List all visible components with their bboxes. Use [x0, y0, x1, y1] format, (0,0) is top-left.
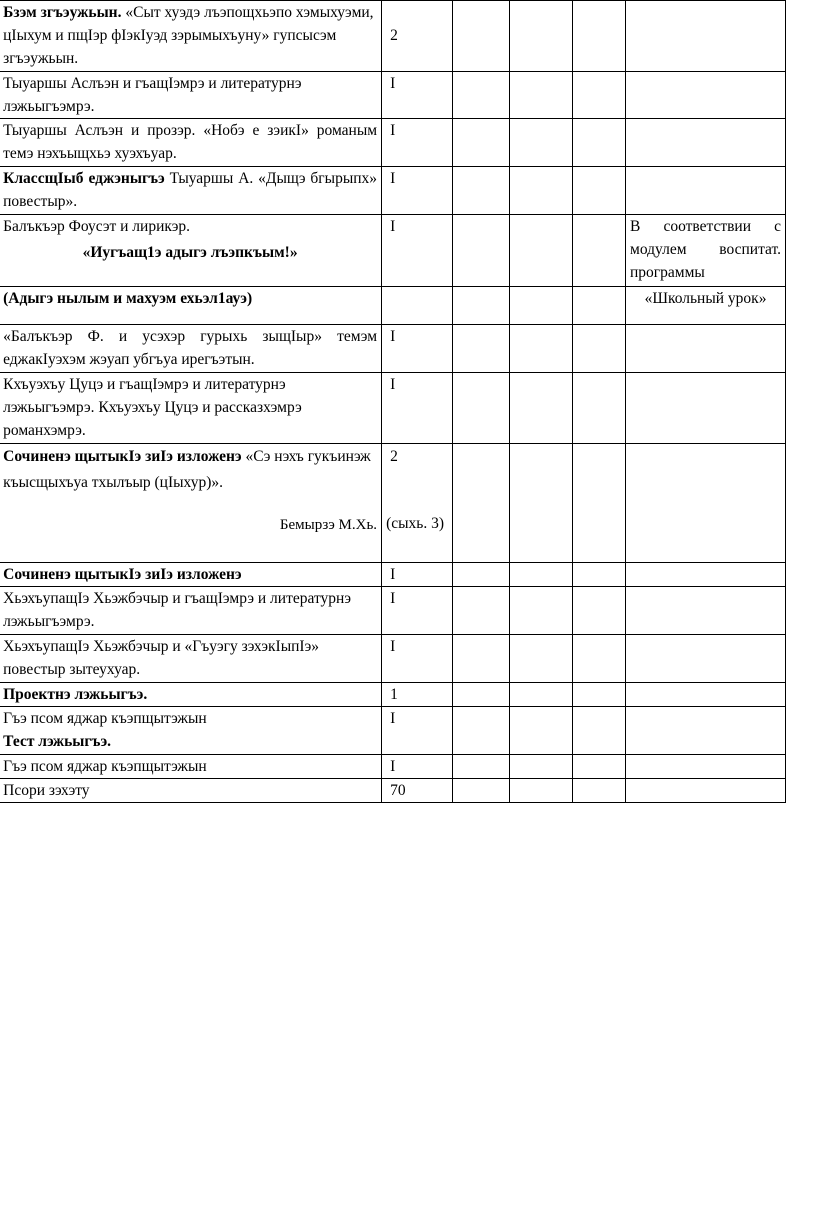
- empty-cell: [572, 755, 625, 779]
- empty-cell: [572, 72, 625, 119]
- empty-cell: [452, 779, 509, 803]
- notes-cell: [626, 72, 786, 119]
- empty-cell: [509, 119, 572, 167]
- lesson-topic: Тыуаршы Аслъэн и прозэр. «Нобэ е зэикI» романым темэ нэхъыщхьэ хуэхъуар.: [0, 119, 382, 167]
- notes-cell: В соответствии с модулем воспитат. программы: [626, 215, 786, 287]
- empty-cell: [452, 287, 509, 325]
- lesson-topic: Тыуаршы Аслъэн и гъащIэмрэ и литературнэ лэжьыгъэмрэ.: [0, 72, 382, 119]
- notes-cell: [626, 325, 786, 373]
- topic-text: Тыуаршы А. «Дыщэ бгырыпх» повестыр».: [3, 170, 378, 210]
- total-hours: 70: [382, 779, 453, 803]
- hours-cell: [382, 287, 453, 325]
- table-row: [0, 683, 786, 707]
- empty-cell: [509, 325, 572, 373]
- empty-cell: [572, 373, 625, 444]
- empty-cell: [509, 167, 572, 215]
- topic-text: Гъэ псом яджар къэпщытэжын: [3, 710, 207, 727]
- table-row: [0, 1, 786, 72]
- lesson-topic: [0, 444, 382, 563]
- hours-value: I: [382, 325, 453, 373]
- lesson-topic: ХьэхъупащIэ Хьэжбэчыр и «Гъуэгу зэхэкIыпIэ» повестыр зытеухуар.: [0, 635, 382, 683]
- lesson-topic: «Балъкъэр Ф. и усэхэр гурыхь зыщIыр» темэм еджакIуэхэм жэуап убгъуа ирегъэтын.: [0, 325, 382, 373]
- notes-cell: [626, 563, 786, 587]
- hours-value: 2: [390, 448, 398, 465]
- empty-cell: [572, 325, 625, 373]
- empty-cell: [452, 1, 509, 72]
- lesson-topic: Сочиненэ щытыкIэ зиIэ изложенэ: [0, 563, 382, 587]
- empty-cell: [509, 72, 572, 119]
- notes-cell: [626, 707, 786, 755]
- empty-cell: [509, 635, 572, 683]
- notes-cell: [626, 373, 786, 444]
- empty-cell: [452, 707, 509, 755]
- empty-cell: [509, 587, 572, 635]
- empty-cell: [509, 215, 572, 287]
- topic-bold: КлассщIыб еджэныгъэ: [3, 170, 165, 187]
- hours-value: I: [382, 587, 453, 635]
- section-heading: (Адыгэ нылым и махуэм ехьэл1ауэ): [0, 287, 382, 325]
- empty-cell: [572, 167, 625, 215]
- empty-cell: [572, 587, 625, 635]
- table-row: [0, 373, 786, 444]
- notes-cell: «Школьный урок»: [626, 287, 786, 325]
- table-row: [0, 119, 786, 167]
- hours-cell: [382, 1, 453, 72]
- empty-cell: [509, 779, 572, 803]
- table-row: [0, 755, 786, 779]
- notes-cell: [626, 779, 786, 803]
- empty-cell: [509, 287, 572, 325]
- hours-value: I: [382, 707, 453, 755]
- empty-cell: [509, 707, 572, 755]
- hours-value: I: [382, 563, 453, 587]
- empty-cell: [452, 167, 509, 215]
- notes-cell: [626, 444, 786, 563]
- empty-cell: [572, 779, 625, 803]
- notes-cell: [626, 587, 786, 635]
- topic-bold: Сочиненэ щытыкIэ зиIэ изложенэ: [3, 448, 242, 465]
- hours-value: I: [382, 215, 453, 287]
- table-row: [0, 635, 786, 683]
- table-row: [0, 707, 786, 755]
- empty-cell: [452, 683, 509, 707]
- empty-cell: [452, 587, 509, 635]
- hours-value: I: [382, 635, 453, 683]
- empty-cell: [572, 119, 625, 167]
- table-row: [0, 444, 786, 563]
- topic-bold: Бзэм згъэужьын.: [3, 4, 122, 21]
- empty-cell: [572, 683, 625, 707]
- empty-cell: [452, 563, 509, 587]
- topic-text: «Сыт хуэдэ лъэпощхьэпо хэмыхуэми, цIыхум и пщIэр фIэкIуэд зэрымыхъуну» гупсысэм згъэужьын.: [3, 4, 374, 67]
- topic-heading: «Иугъащ1э адыгэ лъэпкъым!»: [82, 244, 298, 261]
- hours-value: I: [382, 755, 453, 779]
- table-row: [0, 72, 786, 119]
- hours-value: 1: [382, 683, 453, 707]
- total-label: Псори зэхэту: [0, 779, 382, 803]
- lesson-topic: [0, 167, 382, 215]
- notes-cell: [626, 119, 786, 167]
- lesson-topic: Проектнэ лэжьыгъэ.: [0, 683, 382, 707]
- empty-cell: [572, 287, 625, 325]
- notes-cell: [626, 755, 786, 779]
- hours-cell: [382, 444, 453, 563]
- lesson-topic: Кхъуэхъу Цуцэ и гъащIэмрэ и литературнэ лэжьыгъэмрэ. Кхъуэхъу Цуцэ и рассказхэмрэ романхэмрэ.: [0, 373, 382, 444]
- empty-cell: [572, 635, 625, 683]
- empty-cell: [572, 563, 625, 587]
- empty-cell: [572, 444, 625, 563]
- empty-cell: [509, 444, 572, 563]
- notes-cell: [626, 635, 786, 683]
- hours-value: I: [382, 119, 453, 167]
- lesson-topic: [0, 707, 382, 755]
- table-row: [0, 167, 786, 215]
- empty-cell: [452, 72, 509, 119]
- empty-cell: [509, 683, 572, 707]
- empty-cell: [452, 373, 509, 444]
- hours-value: 2: [390, 27, 398, 44]
- empty-cell: [572, 215, 625, 287]
- empty-cell: [509, 563, 572, 587]
- hours-value: I: [382, 167, 453, 215]
- empty-cell: [509, 373, 572, 444]
- lesson-topic: Гъэ псом яджар къэпщытэжын: [0, 755, 382, 779]
- empty-cell: [572, 1, 625, 72]
- table-row: [0, 563, 786, 587]
- lesson-topic: ХьэхъупащIэ Хьэжбэчыр и гъащIэмрэ и литературнэ лэжьыгъэмрэ.: [0, 587, 382, 635]
- topic-bold: Тест лэжьыгъэ.: [3, 733, 112, 750]
- notes-cell: [626, 1, 786, 72]
- table-row: [0, 325, 786, 373]
- hours-note: (сыхь. 3): [386, 515, 444, 532]
- author-signature: Бемырзэ М.Хь.: [279, 517, 378, 533]
- table-row: [0, 287, 786, 325]
- empty-cell: [509, 755, 572, 779]
- table-row: [0, 587, 786, 635]
- topic-text: Балъкъэр Фоусэт и лирикэр.: [3, 218, 190, 235]
- empty-cell: [452, 215, 509, 287]
- empty-cell: [452, 635, 509, 683]
- empty-cell: [572, 707, 625, 755]
- table-row: [0, 215, 786, 287]
- hours-value: I: [382, 72, 453, 119]
- lesson-topic: [0, 1, 382, 72]
- empty-cell: [452, 444, 509, 563]
- empty-cell: [452, 755, 509, 779]
- table-row: [0, 779, 786, 803]
- notes-cell: [626, 167, 786, 215]
- notes-cell: [626, 683, 786, 707]
- hours-value: I: [382, 373, 453, 444]
- topic-text: «Сэ нэхъ гукъинэж къысщыхъуа тхылъыр (цIыхур)».: [3, 448, 371, 491]
- empty-cell: [452, 119, 509, 167]
- empty-cell: [452, 325, 509, 373]
- lesson-topic: [0, 215, 382, 287]
- empty-cell: [509, 1, 572, 72]
